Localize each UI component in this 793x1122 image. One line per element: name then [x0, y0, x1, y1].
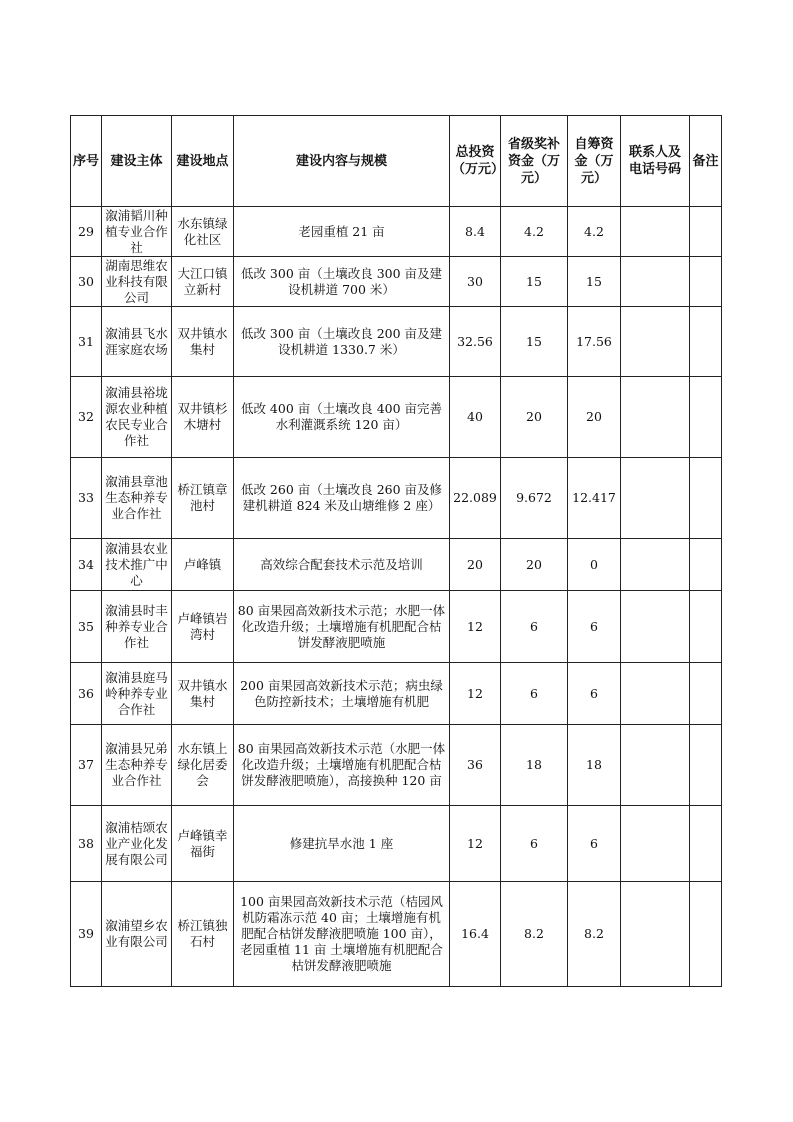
header-remark: 备注 — [690, 116, 722, 207]
cell-seq: 35 — [71, 591, 102, 663]
cell-subsidy: 15 — [501, 307, 568, 377]
cell-contact — [621, 377, 690, 458]
cell-location: 大江口镇立新村 — [172, 257, 234, 307]
cell-total: 12 — [450, 806, 501, 882]
cell-remark — [690, 725, 722, 806]
cell-seq: 36 — [71, 663, 102, 725]
cell-remark — [690, 207, 722, 257]
cell-self: 15 — [568, 257, 621, 307]
cell-subsidy: 20 — [501, 377, 568, 458]
cell-self: 6 — [568, 806, 621, 882]
table-row — [71, 207, 722, 257]
cell-location: 双井镇杉木塘村 — [172, 377, 234, 458]
cell-location: 水东镇上绿化居委会 — [172, 725, 234, 806]
cell-location: 桥江镇章池村 — [172, 458, 234, 539]
cell-entity: 溆浦县飞水涯家庭农场 — [102, 307, 172, 377]
cell-seq: 30 — [71, 257, 102, 307]
cell-self: 18 — [568, 725, 621, 806]
cell-content: 低改 400 亩（土壤改良 400 亩完善水利灌溉系统 120 亩） — [234, 377, 450, 458]
cell-content: 200 亩果园高效新技术示范；病虫绿色防控新技术；土壤增施有机肥 — [234, 663, 450, 725]
cell-content: 低改 260 亩（土壤改良 260 亩及修建机耕道 824 米及山塘维修 2 座） — [234, 458, 450, 539]
cell-contact — [621, 882, 690, 987]
cell-self: 0 — [568, 539, 621, 591]
header-contact: 联系人及电话号码 — [621, 116, 690, 207]
cell-contact — [621, 591, 690, 663]
cell-self: 20 — [568, 377, 621, 458]
cell-seq: 31 — [71, 307, 102, 377]
table-row — [71, 257, 722, 307]
cell-remark — [690, 377, 722, 458]
cell-seq: 38 — [71, 806, 102, 882]
cell-contact — [621, 207, 690, 257]
cell-location: 双井镇水集村 — [172, 307, 234, 377]
cell-content: 80 亩果园高效新技术示范；水肥一体化改造升级；土壤增施有机肥配合枯饼发酵液肥喷施 — [234, 591, 450, 663]
cell-subsidy: 4.2 — [501, 207, 568, 257]
cell-content: 低改 300 亩（土壤改良 300 亩及建设机耕道 700 米） — [234, 257, 450, 307]
table-row — [71, 882, 722, 987]
header-seq: 序号 — [71, 116, 102, 207]
cell-content: 老园重植 21 亩 — [234, 207, 450, 257]
cell-total: 30 — [450, 257, 501, 307]
cell-total: 8.4 — [450, 207, 501, 257]
cell-contact — [621, 458, 690, 539]
header-location: 建设地点 — [172, 116, 234, 207]
cell-entity: 溆浦望乡农业有限公司 — [102, 882, 172, 987]
cell-total: 12 — [450, 591, 501, 663]
cell-remark — [690, 458, 722, 539]
cell-seq: 37 — [71, 725, 102, 806]
cell-contact — [621, 663, 690, 725]
cell-contact — [621, 539, 690, 591]
cell-contact — [621, 806, 690, 882]
cell-total: 36 — [450, 725, 501, 806]
cell-location: 卢峰镇岩湾村 — [172, 591, 234, 663]
cell-entity: 溆浦县庭马岭种养专业合作社 — [102, 663, 172, 725]
cell-entity: 溆浦桔颂农业产业化发展有限公司 — [102, 806, 172, 882]
table-row — [71, 806, 722, 882]
cell-content: 高效综合配套技术示范及培训 — [234, 539, 450, 591]
cell-subsidy: 6 — [501, 591, 568, 663]
cell-subsidy: 6 — [501, 806, 568, 882]
cell-contact — [621, 307, 690, 377]
cell-remark — [690, 307, 722, 377]
cell-content: 100 亩果园高效新技术示范（桔园风机防霜冻示范 40 亩；土壤增施有机肥配合枯饼发酵液肥喷施 100 亩），老园重植 11 亩 土壤增施有机肥配合枯饼发酵液肥喷施 — [234, 882, 450, 987]
cell-remark — [690, 591, 722, 663]
table-row — [71, 725, 722, 806]
cell-subsidy: 15 — [501, 257, 568, 307]
cell-self: 4.2 — [568, 207, 621, 257]
cell-entity: 溆浦县农业技术推广中心 — [102, 539, 172, 591]
header-row — [71, 116, 722, 207]
cell-self: 17.56 — [568, 307, 621, 377]
cell-total: 12 — [450, 663, 501, 725]
table-row — [71, 663, 722, 725]
cell-contact — [621, 257, 690, 307]
cell-content: 修建抗旱水池 1 座 — [234, 806, 450, 882]
cell-entity: 溆浦韬川种植专业合作社 — [102, 207, 172, 257]
cell-entity: 溆浦县章池生态种养专业合作社 — [102, 458, 172, 539]
cell-location: 卢峰镇幸福街 — [172, 806, 234, 882]
cell-total: 40 — [450, 377, 501, 458]
header-self: 自筹资金（万元） — [568, 116, 621, 207]
cell-entity: 溆浦县裕垅源农业种植农民专业合作社 — [102, 377, 172, 458]
cell-self: 8.2 — [568, 882, 621, 987]
cell-total: 16.4 — [450, 882, 501, 987]
cell-entity: 溆浦县兄弟生态种养专业合作社 — [102, 725, 172, 806]
cell-remark — [690, 882, 722, 987]
cell-seq: 39 — [71, 882, 102, 987]
cell-total: 20 — [450, 539, 501, 591]
cell-self: 12.417 — [568, 458, 621, 539]
cell-content: 80 亩果园高效新技术示范（水肥一体化改造升级；土壤增施有机肥配合枯饼发酵液肥喷施），高接换种 120 亩 — [234, 725, 450, 806]
cell-location: 双井镇水集村 — [172, 663, 234, 725]
cell-self: 6 — [568, 591, 621, 663]
table-row — [71, 307, 722, 377]
cell-subsidy: 20 — [501, 539, 568, 591]
cell-remark — [690, 539, 722, 591]
header-subsidy: 省级奖补资金（万元） — [501, 116, 568, 207]
table-row — [71, 377, 722, 458]
cell-location: 卢峰镇 — [172, 539, 234, 591]
project-table — [70, 115, 722, 987]
table-row — [71, 458, 722, 539]
header-total: 总投资（万元） — [450, 116, 501, 207]
cell-remark — [690, 257, 722, 307]
cell-subsidy: 9.672 — [501, 458, 568, 539]
header-entity: 建设主体 — [102, 116, 172, 207]
cell-subsidy: 8.2 — [501, 882, 568, 987]
cell-total: 22.089 — [450, 458, 501, 539]
cell-subsidy: 6 — [501, 663, 568, 725]
cell-contact — [621, 725, 690, 806]
header-content: 建设内容与规模 — [234, 116, 450, 207]
cell-remark — [690, 663, 722, 725]
cell-total: 32.56 — [450, 307, 501, 377]
cell-entity: 溆浦县时丰种养专业合作社 — [102, 591, 172, 663]
cell-seq: 32 — [71, 377, 102, 458]
cell-self: 6 — [568, 663, 621, 725]
cell-entity: 湖南思维农业科技有限公司 — [102, 257, 172, 307]
table-row — [71, 539, 722, 591]
table-row — [71, 591, 722, 663]
cell-content: 低改 300 亩（土壤改良 200 亩及建设机耕道 1330.7 米） — [234, 307, 450, 377]
cell-seq: 33 — [71, 458, 102, 539]
cell-remark — [690, 806, 722, 882]
cell-seq: 29 — [71, 207, 102, 257]
cell-seq: 34 — [71, 539, 102, 591]
cell-location: 桥江镇独石村 — [172, 882, 234, 987]
cell-subsidy: 18 — [501, 725, 568, 806]
cell-location: 水东镇绿化社区 — [172, 207, 234, 257]
